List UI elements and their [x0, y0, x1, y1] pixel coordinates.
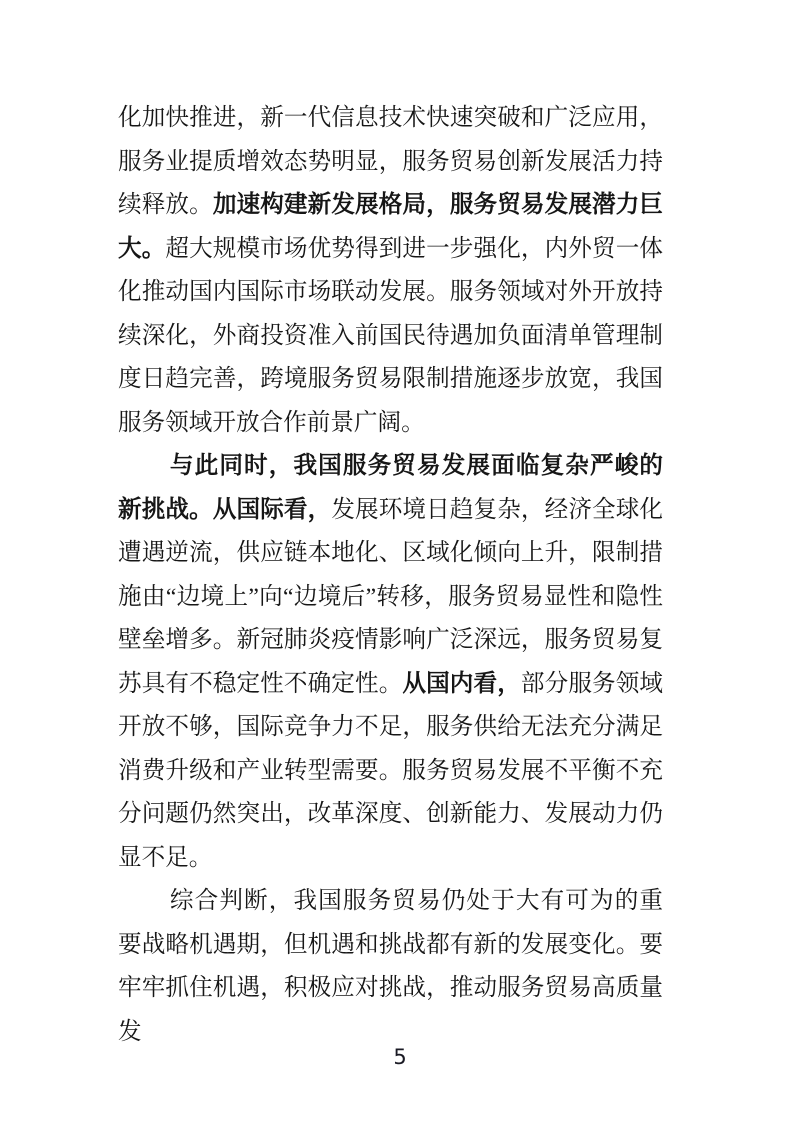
page-number: 5: [393, 1045, 407, 1069]
paragraph: [118, 880, 663, 1054]
bold-text-run: 从国内看，: [402, 670, 521, 697]
page-footer: [0, 1043, 800, 1071]
text-run: 综合判断，我国服务贸易仍处于大有可为的重要战略机遇期，但机遇和挑战都有新的发展变化。要牢牢抓住机遇，积极应对挑战，推动服务贸易高质量发: [118, 888, 663, 1045]
text-run: 部分服务领域开放不够，国际竞争力不足，服务供给无法充分满足消费升级和产业转型需要。服务贸易发展不平衡不充分问题仍然突出，改革深度、创新能力、发展动力仍显不足。: [118, 670, 664, 871]
paragraph: [118, 97, 663, 445]
bold-text-run: 与此同时，我国服务贸易发展面临复杂严峻的新挑战。从国际看，: [118, 453, 663, 523]
text-run: 超大规模市场优势得到进一步强化，内外贸一体化推动国内国际市场联动发展。服务领域对外开放持续深化，外商投资准入前国民待遇加负面清单管理制度日趋完善，跨境服务贸易限制措施逐步放宽，我国服务领域开放合作前景广阔。: [118, 235, 664, 436]
text-run: 发展环境日趋复杂，经济全球化遭遇逆流，供应链本地化、区域化倾向上升，限制措施由“边境上”向“边境后”转移，服务贸易显性和隐性壁垒增多。新冠肺炎疫情影响广泛深远，服务贸易复苏具有不稳定性不确定性。: [118, 496, 664, 697]
paragraph: [118, 445, 663, 880]
bold-text-run: 加速构建新发展格局，服务贸易发展潜力巨大。: [118, 192, 664, 262]
document-body: [118, 97, 663, 1054]
text-run: 化加快推进，新一代信息技术快速突破和广泛应用，服务业提质增效态势明显，服务贸易创新发展活力持续释放。: [118, 105, 663, 218]
